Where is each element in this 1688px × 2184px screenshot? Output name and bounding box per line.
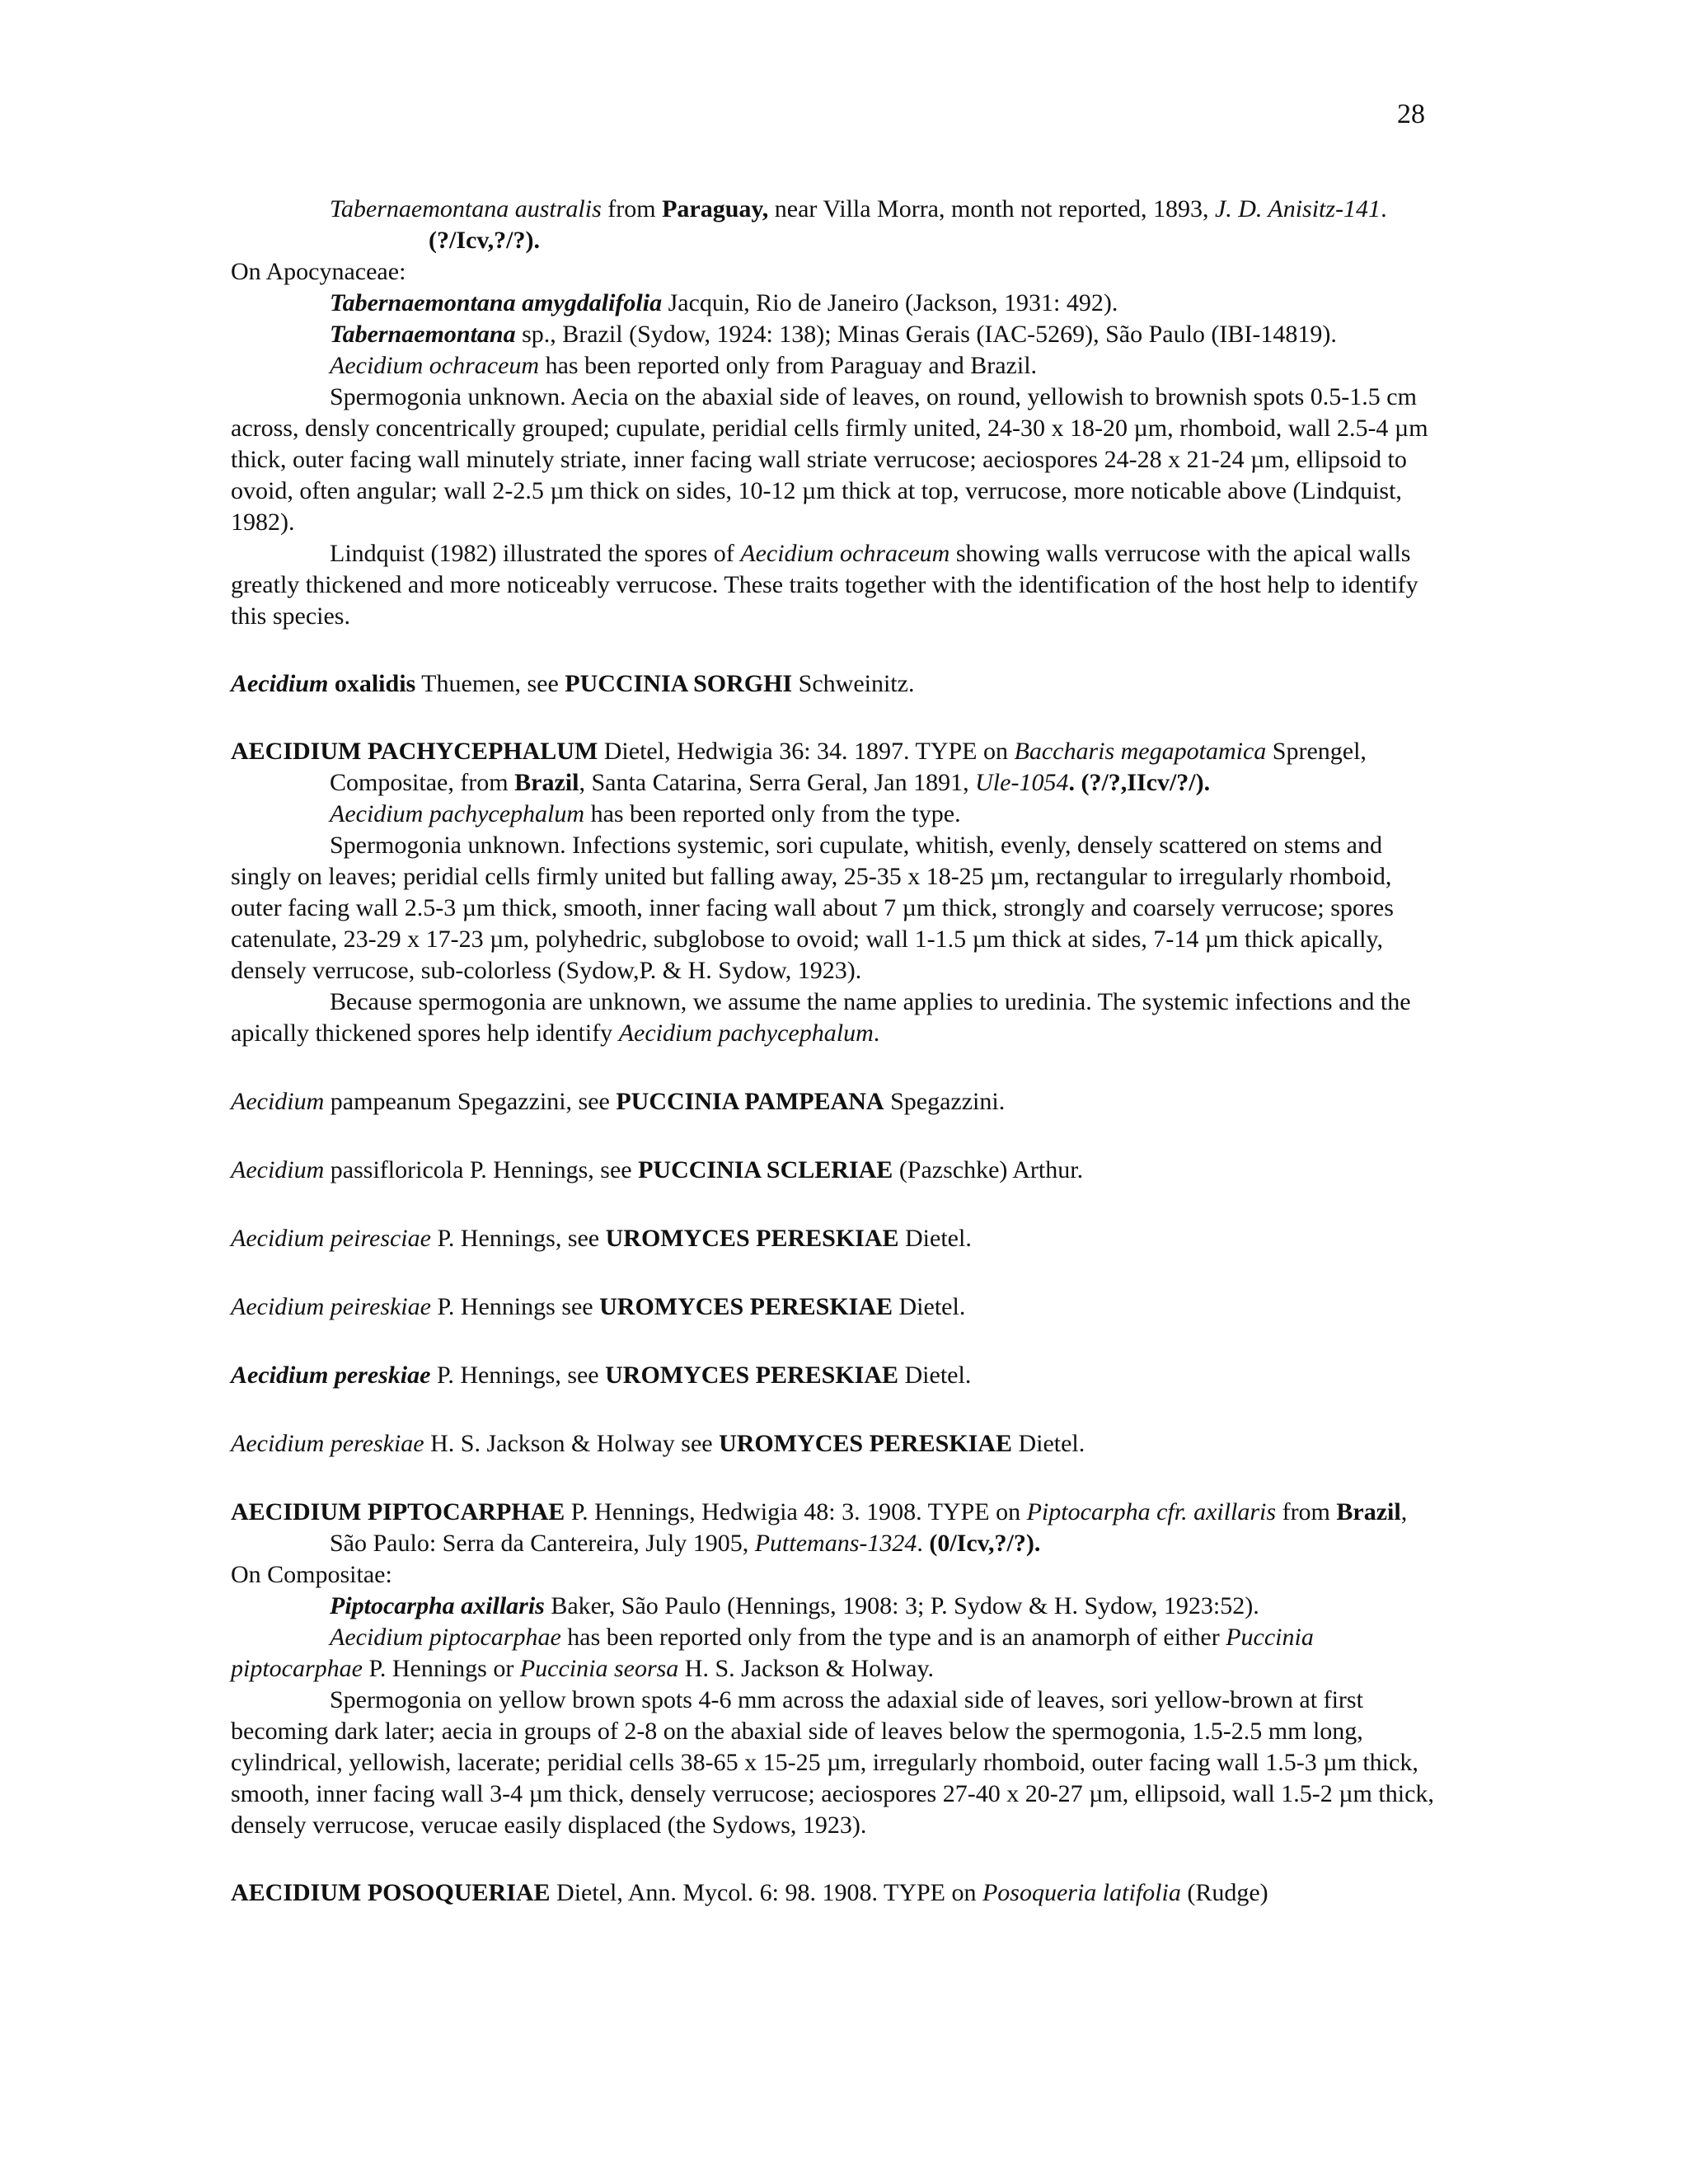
synonym-passifloricola: Aecidium passifloricola P. Hennings, see PUCCINIA SCLERIAE (Pazschke) Arthur.: [231, 1156, 1084, 1183]
type-specimen-anisitz: Tabernaemontana australis from Paraguay, near Villa Morra, month not reported, 1893, J. D. Anisitz-141. (?/Icv,?/?).: [330, 195, 1387, 254]
host-record-axillaris: Piptocarpha axillaris Baker, São Paulo (Hennings, 1908: 3; P. Sydow & H. Sydow, 1923:52).: [330, 1592, 1259, 1619]
note-pachycephalum: Because spermogonia are unknown, we assume the name applies to uredinia. The systemic infections and the apically thickened spores help identify Aecidium pachycephalum.: [231, 988, 1411, 1047]
species-heading-pachycephalum: AECIDIUM PACHYCEPHALUM Dietel, Hedwigia 36: 34. 1897. TYPE on Baccharis megapotamica Sprengel, Compositae, from Brazil, Santa Catarina, Serra Geral, Jan 1891, Ule-1054. (?/?,IIcv/?/).: [231, 738, 1367, 796]
host-family-compositae: On Compositae:: [231, 1561, 392, 1588]
species-heading-piptocarphae: AECIDIUM PIPTOCARPHAE P. Hennings, Hedwigia 48: 3. 1908. TYPE on Piptocarpha cfr. axillaris from Brazil, São Paulo: Serra da Cantereira, July 1905, Puttemans-1324. (0/Icv,?/?).: [231, 1498, 1408, 1557]
description-piptocarphae: Spermogonia on yellow brown spots 4-6 mm across the adaxial side of leaves, sori yellow-brown at first becoming dark later; aecia in groups of 2-8 on the abaxial side of leaves below the spermogonia, 1.5-2.5 mm long, cylindrical, yellowish, lacerate; peridial cells 38-65 x 15-25 µm, irregularly rhomboid, outer facing wall 1.5-3 µm thick, smooth, inner facing wall 3-4 µm thick, densely verrucose; aeciospores 27-40 x 20-27 µm, ellipsoid, wall 1.5-2 µm thick, densely verrucose, verucae easily displaced (the Sydows, 1923).: [231, 1686, 1434, 1839]
document-body: [231, 194, 1434, 1909]
host-record-tabernaemontana-sp: Tabernaemontana sp., Brazil (Sydow, 1924: 138); Minas Gerais (IAC-5269), São Paulo (IBI-14819).: [330, 321, 1337, 348]
synonym-peiresciae: Aecidium peiresciae P. Hennings, see UROMYCES PERESKIAE Dietel.: [231, 1225, 972, 1252]
description-ochraceum: Spermogonia unknown. Aecia on the abaxial side of leaves, on round, yellowish to brownish spots 0.5-1.5 cm across, densly concentrically grouped; cupulate, peridial cells firmly united, 24-30 x 18-20 µm, rhomboid, wall 2.5-4 µm thick, outer facing wall minutely striate, inner facing wall striate verrucose; aeciospores 24-28 x 21-24 µm, ellipsoid to ovoid, often angular; wall 2-2.5 µm thick on sides, 10-12 µm thick at top, verrucose, more noticable above (Lindquist, 1982).: [231, 383, 1428, 536]
synonym-pereskiae-jackson: Aecidium pereskiae H. S. Jackson & Holway see UROMYCES PERESKIAE Dietel.: [231, 1430, 1085, 1457]
description-pachycephalum: Spermogonia unknown. Infections systemic, sori cupulate, whitish, evenly, densely scattered on stems and singly on leaves; peridial cells firmly united but falling away, 25-35 x 18-25 µm, rectangular to irregularly rhomboid, outer facing wall 2.5-3 µm thick, smooth, inner facing wall about 7 µm thick, strongly and coarsely verrucose; spores catenulate, 23-29 x 17-23 µm, polyhedric, subglobose to ovoid; wall 1-1.5 µm thick at sides, 7-14 µm thick apically, densely verrucose, sub-colorless (Sydow,P. & H. Sydow, 1923).: [231, 832, 1394, 984]
species-heading-posoqueriae: AECIDIUM POSOQUERIAE Dietel, Ann. Mycol. 6: 98. 1908. TYPE on Posoqueria latifolia (Rudge): [231, 1879, 1268, 1906]
distribution-ochraceum: Aecidium ochraceum has been reported only from Paraguay and Brazil.: [330, 352, 1038, 379]
host-family-apocynaceae: On Apocynaceae:: [231, 258, 406, 285]
note-ochraceum: Lindquist (1982) illustrated the spores of Aecidium ochraceum showing walls verrucose with the apical walls greatly thickened and more noticeably verrucose. These traits together with the identification of the host help to identify this species.: [231, 540, 1418, 630]
page-number: 28: [1397, 99, 1425, 129]
synonym-oxalidis: Aecidium oxalidis Thuemen, see PUCCINIA SORGHI Schweinitz.: [231, 670, 915, 697]
distribution-piptocarphae: Aecidium piptocarphae has been reported only from the type and is an anamorph of either Puccinia piptocarphae P. Hennings or Puccinia seorsa H. S. Jackson & Holway.: [231, 1624, 1314, 1682]
host-record-amygdalifolia: Tabernaemontana amygdalifolia Jacquin, Rio de Janeiro (Jackson, 1931: 492).: [330, 289, 1118, 316]
synonym-pereskiae-hennings: Aecidium pereskiae P. Hennings, see UROMYCES PERESKIAE Dietel.: [231, 1361, 972, 1389]
synonym-peireskiae: Aecidium peireskiae P. Hennings see UROMYCES PERESKIAE Dietel.: [231, 1293, 966, 1320]
synonym-pampeanum: Aecidium pampeanum Spegazzini, see PUCCINIA PAMPEANA Spegazzini.: [231, 1088, 1006, 1115]
distribution-pachycephalum: Aecidium pachycephalum has been reported only from the type.: [330, 800, 961, 827]
